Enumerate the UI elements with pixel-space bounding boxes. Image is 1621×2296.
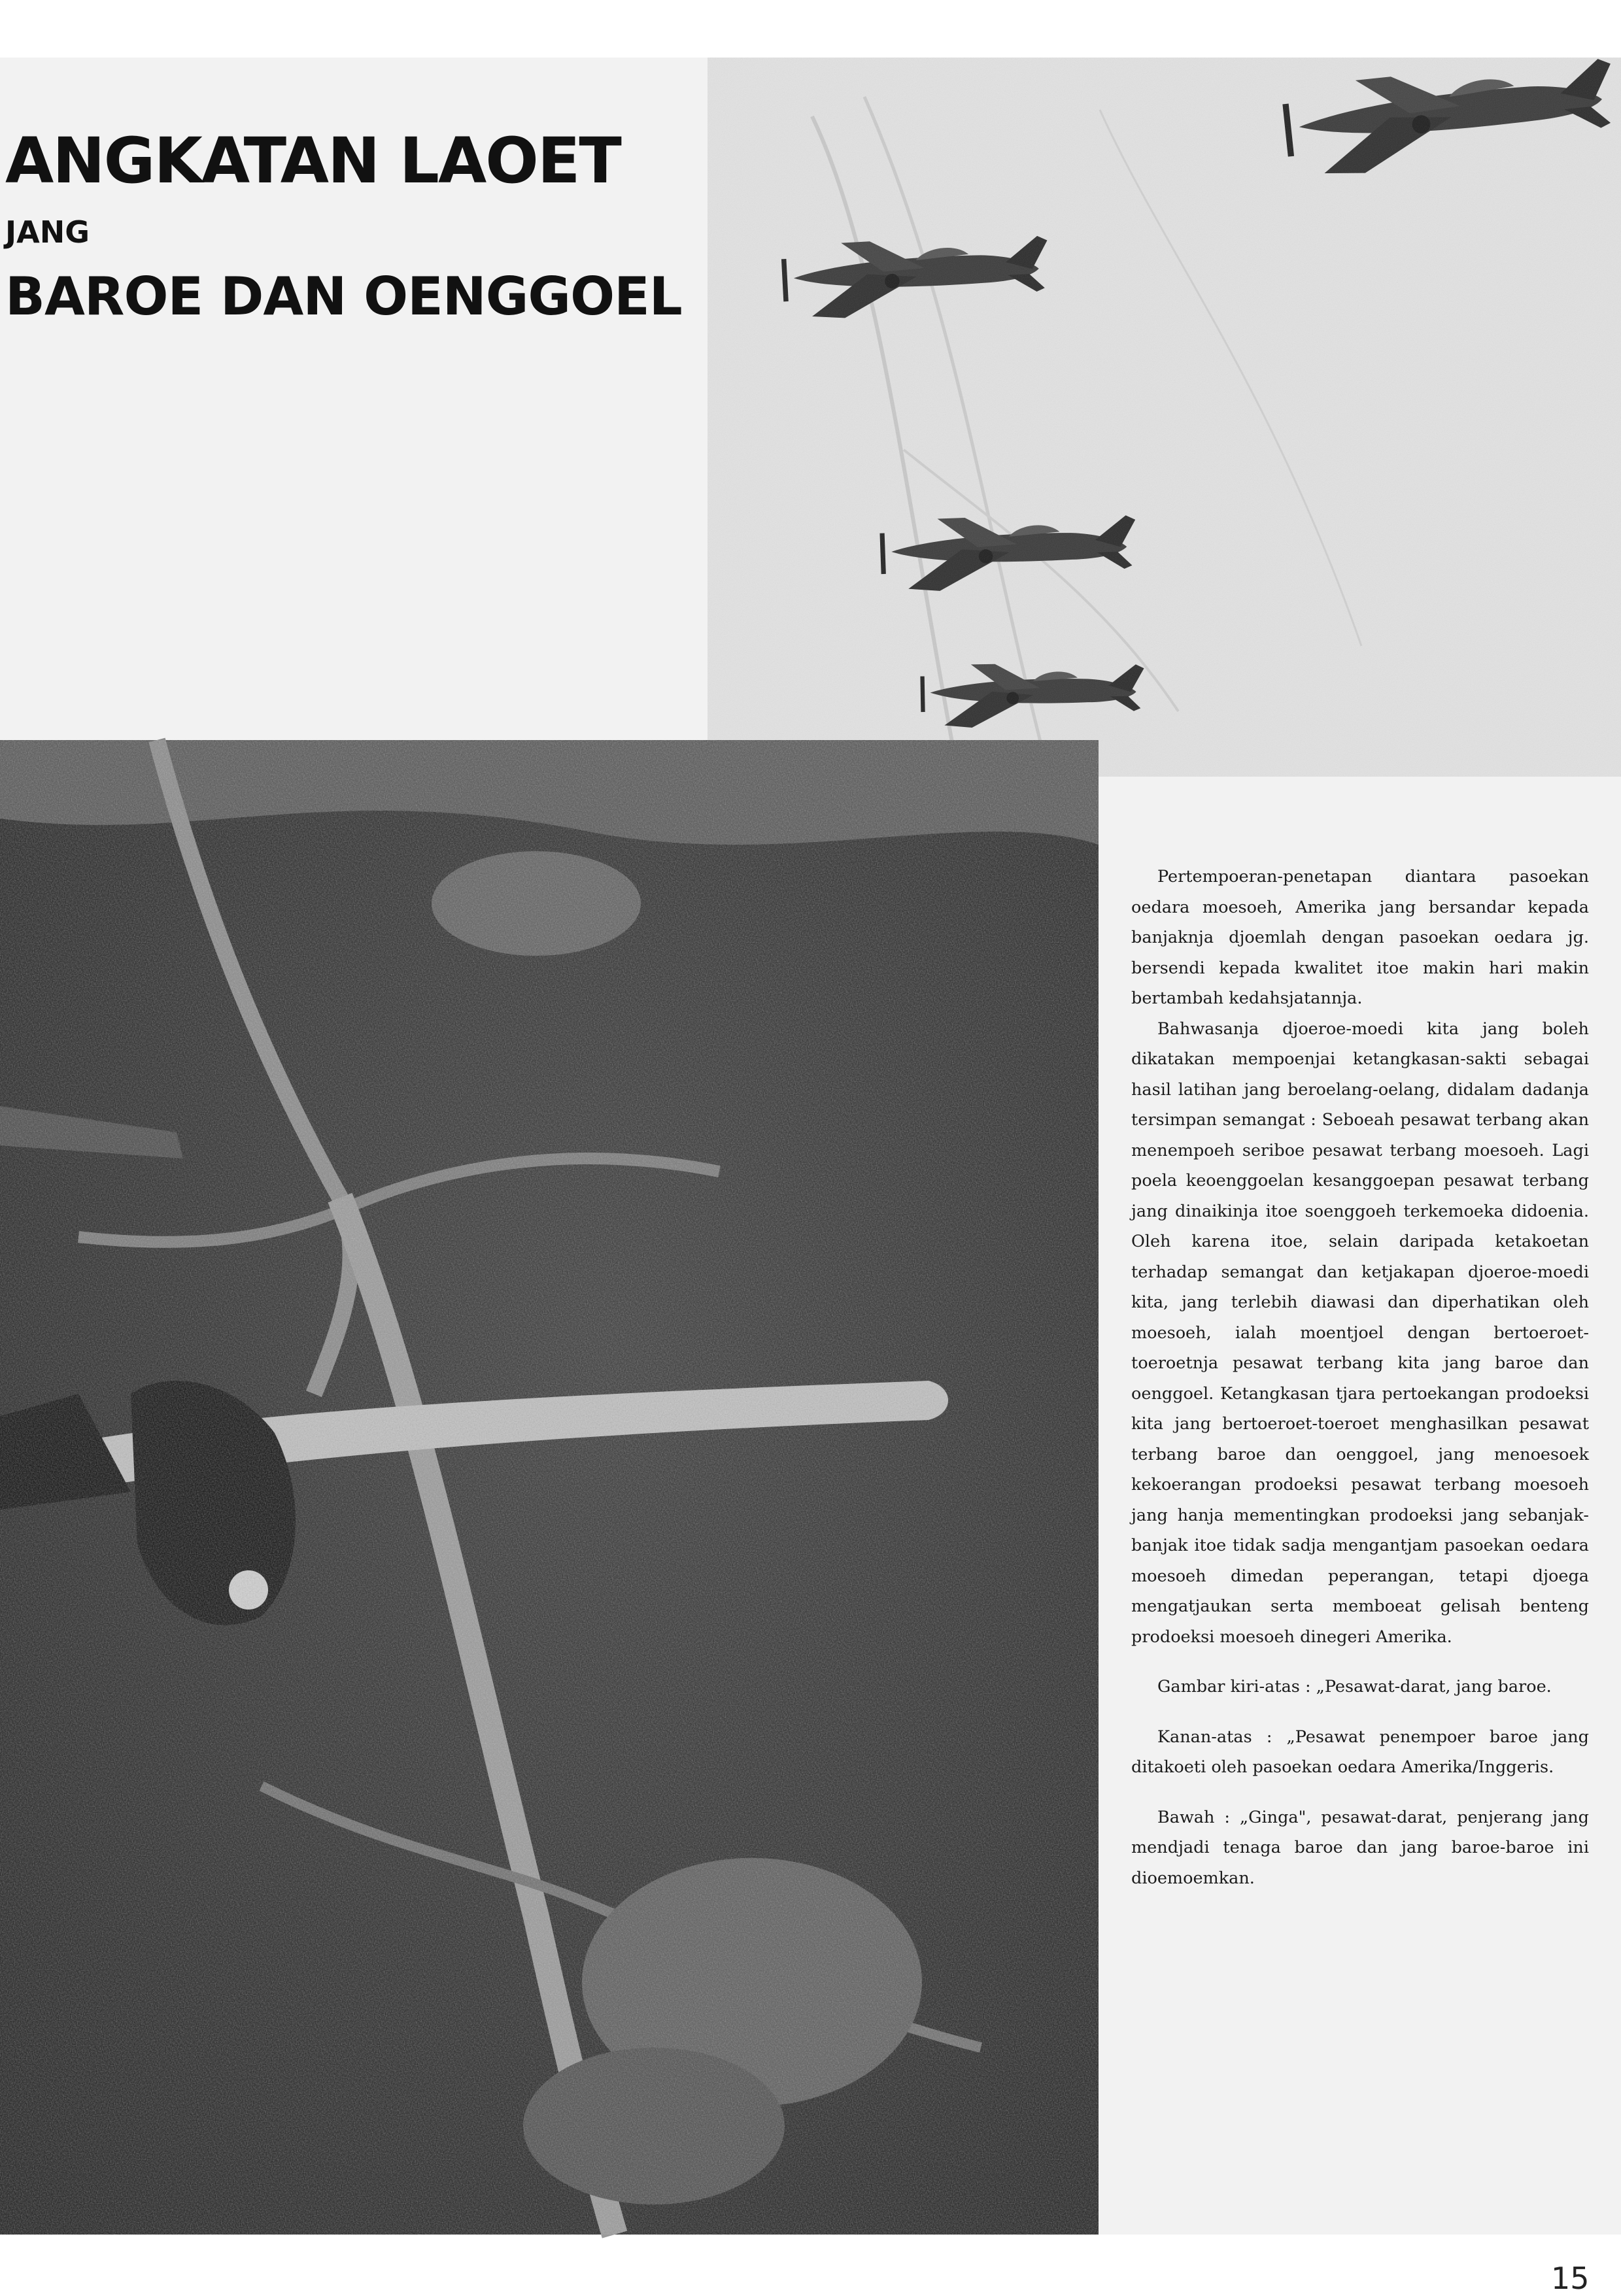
heading-line-3: BAROE DAN OENGGOEL [5, 266, 682, 327]
caption-top-left: Gambar kiri-atas : „Pesawat-darat, jang baroe. [1157, 1677, 1552, 1697]
article-text-column [1131, 862, 1589, 1893]
fighter-formation-photo [708, 58, 1621, 777]
heading-line-1: ANGKATAN LAOET [5, 124, 621, 197]
aerial-bomber-photo [0, 740, 1099, 2235]
magazine-page [0, 58, 1621, 2296]
article-heading [5, 124, 698, 327]
caption-top-right: Kanan-atas : „Pesawat penempoer baroe jang ditakoeti oleh pasoekan oedara Amerika/Inggeris. [1131, 1727, 1589, 1777]
heading-line-2: JANG [5, 214, 90, 250]
aerial-bomber-illustration [0, 740, 1099, 2235]
body-paragraph-1: Pertempoeran-penetapan diantara pasoekan oedara moesoeh, Amerika jang bersandar kepada banjaknja djoemlah dengan pasoekan oedara jg. bersendi kepada kwalitet itoe makin hari makin bertambah kedahsjatannja. [1131, 867, 1589, 1008]
caption-bottom: Bawah : „Ginga", pesawat-darat, penjerang jang mendjadi tenaga baroe dan jang baroe-baroe ini dioemoemkan. [1131, 1807, 1589, 1888]
page-number: 15 [1551, 2261, 1590, 2296]
body-paragraph-2: Bahwasanja djoeroe-moedi kita jang boleh dikatakan mempoenjai ketangkasan-sakti sebagai hasil latihan jang beroelang-oelang, didalam dadanja tersimpan semangat : Seboeah pesawat terbang akan menempoeh seriboe pesawat terbang moesoeh. Lagi poela keoenggoelan kesanggoepan pesawat terbang jang dinaikinja itoe soenggoeh terkemoeka didoenia. Oleh karena itoe, selain daripada ketakoetan terhadap semangat dan ketjakapan djoeroe-moedi kita, jang terlebih diawasi dan diperhatikan oleh moesoeh, ialah moentjoel dengan bertoeroet-toeroetnja pesawat terbang kita jang baroe dan oenggoel. Ketangkasan tjara pertoekangan prodoeksi kita jang bertoeroet-toeroet menghasilkan pesawat terbang baroe dan oenggoel, jang menoesoek kekoerangan prodoeksi pesawat terbang moesoeh jang hanja mementingkan prodoeksi jang sebanjak-banjak itoe tidak sadja mengantjam pasoekan oedara moesoeh dimedan peperangan, tetapi djoega mengatjaukan serta memboeat gelisah benteng prodoeksi moesoeh dinegeri Amerika. [1131, 1019, 1589, 1647]
fighter-formation-illustration [708, 58, 1621, 777]
